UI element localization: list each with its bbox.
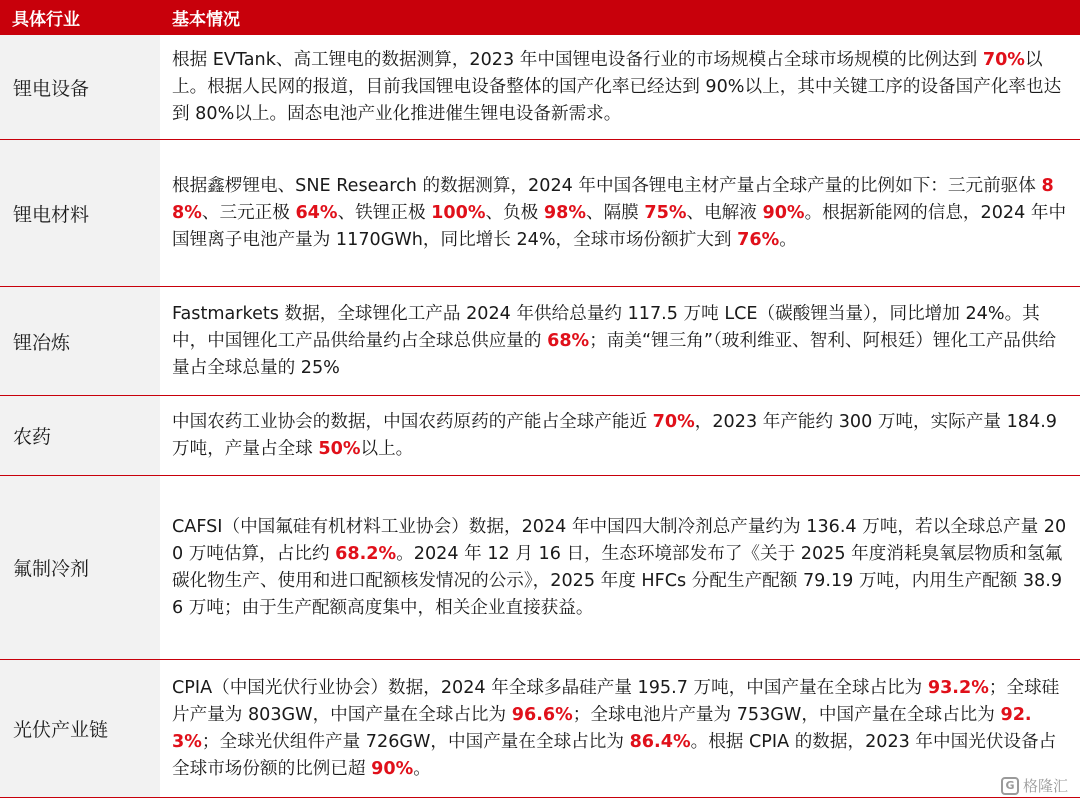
text-segment: 。根据 CPIA 的数据，2023 年中国光伏设备占全球市场份额的比例已超 [172,731,1057,779]
watermark [1001,775,1068,796]
text-segment: 。 [413,758,431,779]
watermark-text: 格隆汇 [1022,777,1068,795]
glh-logo-icon: G [1001,777,1019,795]
description-text [172,675,1072,783]
highlight-figure: 90% [371,758,414,779]
text-segment: 、电解液 [686,202,763,223]
header-industry: 具体行业 [12,10,80,30]
text-segment: 。根据新能网的信息，2024 年中国锂离子电池产量为 1170GWh，同比增长 24%，全球市场份额扩大到 [172,202,1067,250]
row-description [160,660,1080,797]
text-segment: CPIA（中国光伏行业协会）数据，2024 年全球多晶硅产量 195.7 万吨，中国产量在全球占比为 [172,677,928,698]
row-description [160,476,1080,659]
row-industry: 锂冶炼 [0,287,160,395]
highlight-figure: 70% [652,411,695,432]
row-industry: 锂电材料 [0,140,160,286]
text-segment: ，2023 年产能约 300 万吨，实际产量 184.9 万吨，产量占全球 [172,411,1057,459]
description-text [172,47,1072,128]
table-row [0,476,1080,660]
text-segment: ；全球光伏组件产量 726GW，中国产量在全球占比为 [201,731,630,752]
description-text [172,409,1072,463]
row-industry: 光伏产业链 [0,660,160,797]
text-segment: 以上。根据人民网的报道，目前我国锂电设备整体的国产化率已经达到 90%以上，其中关键工序的设备国产化率也达到 80%以上。固态电池产业化推进催生锂电设备新需求。 [172,49,1062,124]
highlight-figure: 92.3% [172,704,1032,752]
highlight-figure: 68.2% [335,543,397,564]
description-text [172,514,1072,622]
text-segment: 中国农药工业协会的数据，中国农药原药的产能占全球产能近 [172,411,653,432]
highlight-figure: 76% [737,229,780,250]
description-text [172,173,1072,254]
text-segment: 、铁锂正极 [337,202,432,223]
row-description [160,35,1080,139]
row-description [160,140,1080,286]
highlight-figure: 93.2% [927,677,989,698]
highlight-figure: 70% [982,49,1025,70]
text-segment: 。 [779,229,797,250]
text-segment: 、三元正极 [201,202,296,223]
highlight-figure: 64% [295,202,338,223]
table-row [0,35,1080,140]
table-header [0,0,1080,35]
table-row [0,140,1080,287]
text-segment: 根据鑫椤锂电、SNE Research 的数据测算，2024 年中国各锂电主材产量占全球产量的比例如下：三元前驱体 [172,175,1042,196]
table-row [0,287,1080,396]
table-row [0,396,1080,476]
row-description [160,396,1080,475]
text-segment: 。2024 年 12 月 16 日，生态环境部发布了《关于 2025 年度消耗臭氧层物质和氢氟碳化物生产、使用和进口配额核发情况的公示》，2025 年度 HFCs 分配生产配额 79.19 万吨，内用生产配额 38.96 万吨；由于生产配额高度集中，相关企业直接获益。 [172,543,1063,618]
row-industry: 氟制冷剂 [0,476,160,659]
row-industry: 农药 [0,396,160,475]
highlight-figure: 68% [547,330,590,351]
text-segment: ；全球硅片产量为 803GW，中国产量在全球占比为 [172,677,1060,725]
highlight-figure: 86.4% [629,731,691,752]
text-segment: 以上。 [360,438,414,459]
row-industry: 锂电设备 [0,35,160,139]
highlight-figure: 96.6% [511,704,573,725]
text-segment: ；全球电池片产量为 753GW，中国产量在全球占比为 [572,704,1001,725]
text-segment: 根据 EVTank、高工锂电的数据测算，2023 年中国锂电设备行业的市场规模占全球市场规模的比例达到 [172,49,983,70]
highlight-figure: 88% [172,175,1054,223]
highlight-figure: 90% [762,202,805,223]
table-row [0,660,1080,798]
text-segment: 、隔膜 [585,202,645,223]
text-segment: CAFSI（中国氟硅有机材料工业协会）数据，2024 年中国四大制冷剂总产量约为 136.4 万吨，若以全球总产量 200 万吨估算，占比约 [172,516,1067,564]
text-segment: 、负极 [485,202,544,223]
highlight-figure: 100% [431,202,486,223]
highlight-figure: 98% [543,202,586,223]
row-description [160,287,1080,395]
description-text [172,301,1072,382]
highlight-figure: 75% [644,202,687,223]
header-situation: 基本情况 [172,10,240,30]
text-segment: ；南美“锂三角”（玻利维亚、智利、阿根廷）锂化工产品供给量占全球总量的 25% [172,330,1057,378]
highlight-figure: 50% [318,438,361,459]
text-segment: Fastmarkets 数据，全球锂化工产品 2024 年供给总量约 117.5 万吨 LCE（碳酸锂当量），同比增加 24%。其中，中国锂化工产品供给量约占全球总供应量的 [172,303,1040,351]
